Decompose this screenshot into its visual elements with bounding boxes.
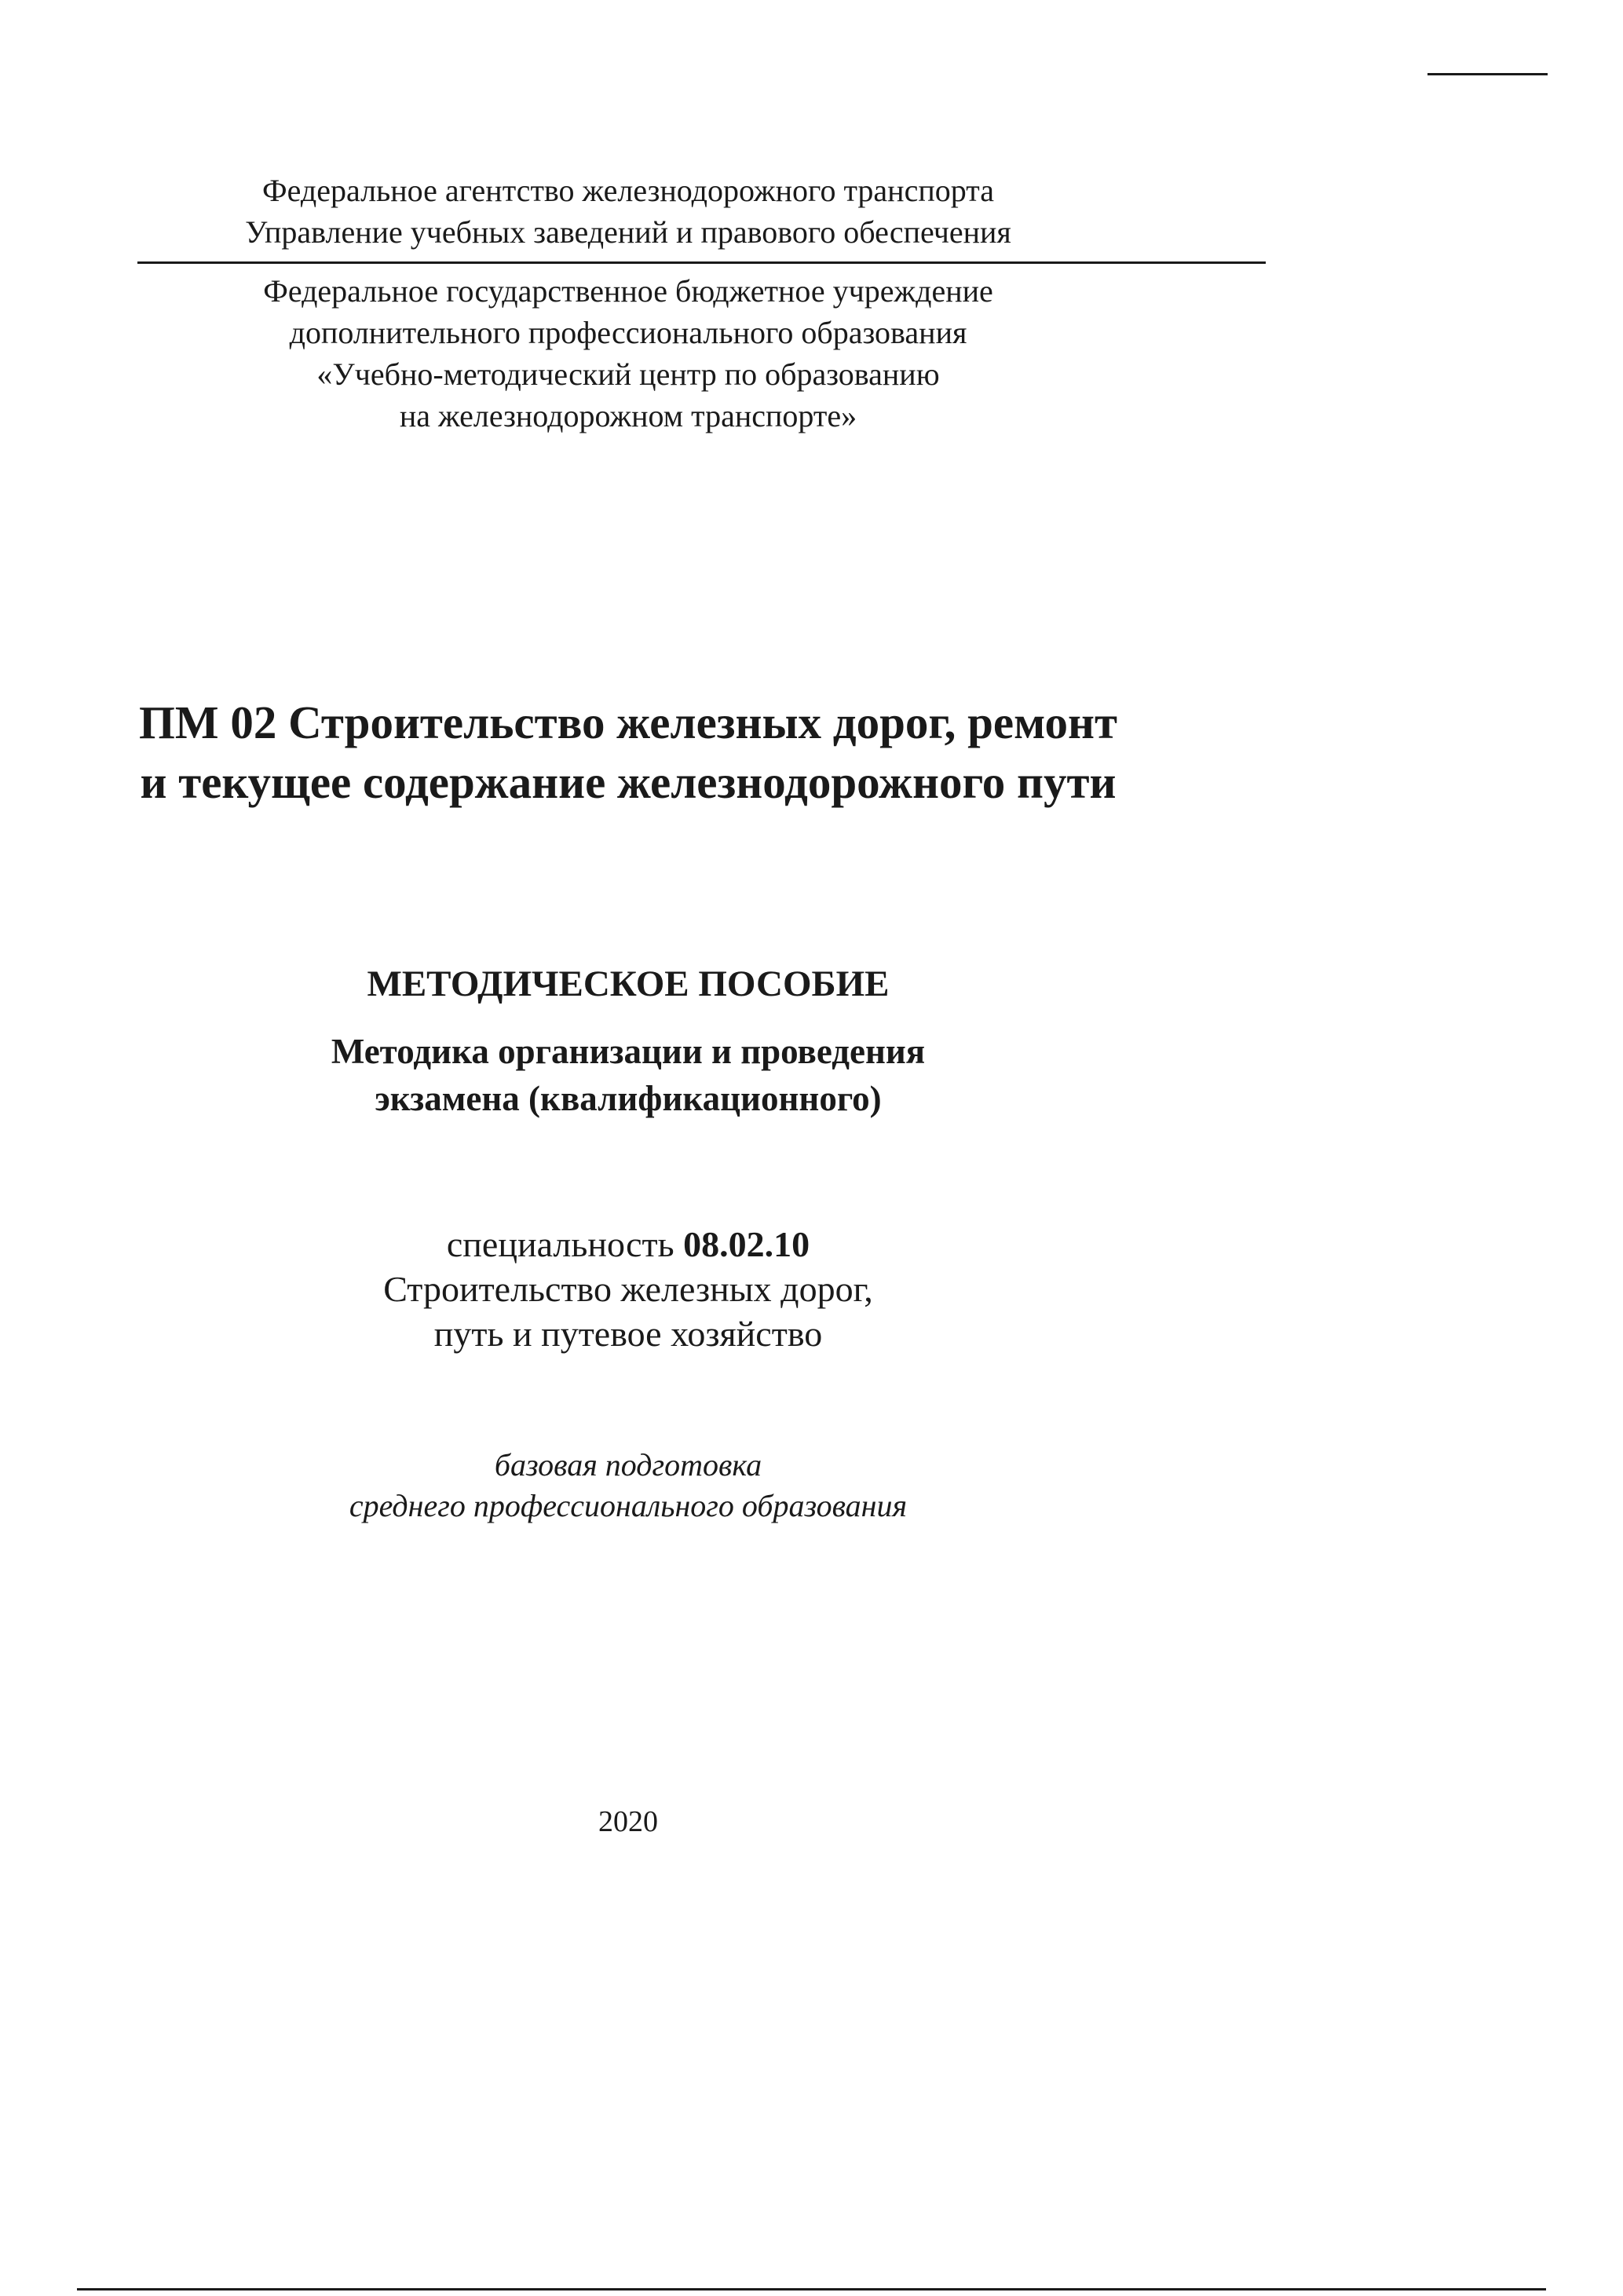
level-line-2: среднего профессионального образования: [349, 1488, 908, 1523]
specialty-line: [0, 1223, 1256, 1267]
document-title-line-2: и текущее содержание железнодорожного пути: [140, 756, 1117, 808]
specialty-prefix: специальность: [446, 1224, 674, 1264]
department-name: Управление учебных заведений и правового обеспечения: [245, 214, 1011, 250]
publication-year: 2020: [598, 1805, 658, 1838]
specialty-code: 08.02.10: [683, 1224, 810, 1264]
header-divider: [137, 261, 1266, 264]
document-type: МЕТОДИЧЕСКОЕ ПОСОБИЕ: [367, 963, 890, 1004]
institution-line-2: дополнительного профессионального образования: [289, 315, 967, 350]
specialty-name-line-2: путь и путевое хозяйство: [433, 1314, 823, 1354]
bottom-rule: [77, 2288, 1546, 2291]
level-line-1: базовая подготовка: [494, 1447, 762, 1483]
specialty-name-line-1: Строительство железных дорог,: [383, 1269, 873, 1309]
top-corner-mark: [1427, 73, 1548, 75]
subtitle-line-2: экзамена (квалификационного): [375, 1079, 882, 1118]
subtitle-line-1: Методика организации и проведения: [331, 1032, 926, 1071]
institution-line-4: на железнодорожном транспорте»: [399, 398, 857, 433]
document-title-line-1: ПМ 02 Строительство железных дорог, ремонт: [139, 696, 1117, 748]
institution-line-3: «Учебно-методический центр по образованию: [316, 356, 940, 392]
agency-name: Федеральное агентство железнодорожного транспорта: [262, 173, 994, 208]
institution-line-1: Федеральное государственное бюджетное учреждение: [263, 273, 993, 309]
